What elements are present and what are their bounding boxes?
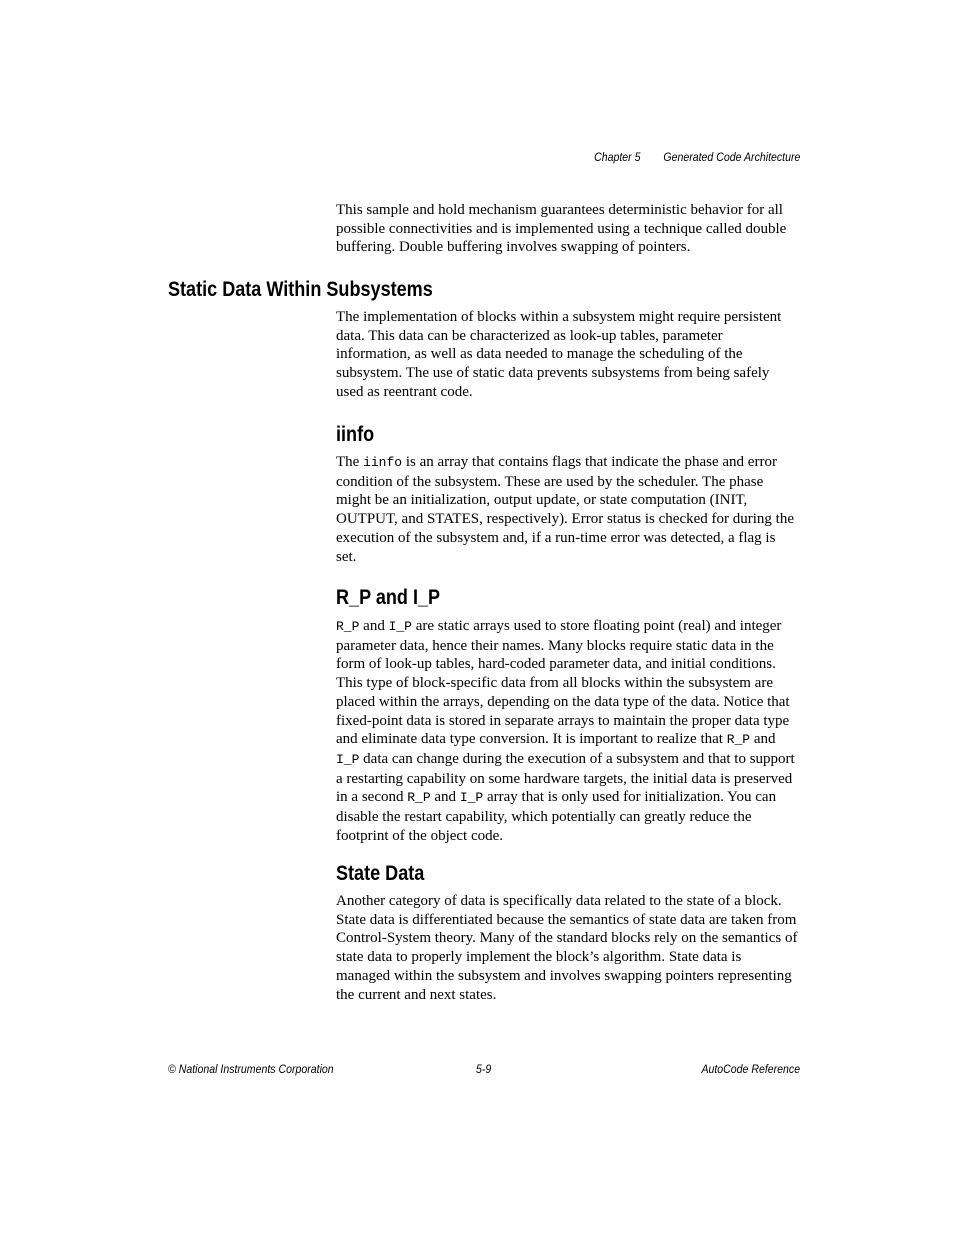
iinfo-heading: iinfo <box>336 423 375 446</box>
running-header <box>594 150 800 164</box>
code-ip: I_P <box>388 619 412 634</box>
intro-paragraph: This sample and hold mechanism guarantees deterministic behavior for all possible connectivities and is implemented using a technique called double buffering. Double buffering involves swapping of pointers. <box>336 202 787 256</box>
code-rp: R_P <box>407 790 431 806</box>
code-rp: R_P <box>726 732 751 748</box>
rp-ip-paragraph: R_P and I_P are static arrays used to store floating point (real) and integer parameter data, hence their names. Many blocks require static data in the form of look-up tables, hard-coded parameter data, and initial conditions. This type of block-specific data from all blocks within the subsystem are placed within the arrays, depending on the data type of the data. Notice that fixed-point data is stored in separate arrays to maintain the proper data type and eliminate data type conversion. It is important to realize that R_P and I_P data can change during the execution of a subsystem and that to support a restarting capability on some hardware targets, the initial data is preserved in a second R_P and I_P array that is only used for initialization. You can disable the restart capability, which potentially can greatly reduce the footprint of the object code. <box>336 618 795 844</box>
code-ip: I_P <box>459 790 484 806</box>
footer-manual-title: AutoCode Reference <box>701 1062 800 1076</box>
section-heading: Static Data Within Subsystems <box>168 278 433 301</box>
footer-copyright: © National Instruments Corporation <box>168 1062 334 1076</box>
state-data-heading: State Data <box>336 862 425 885</box>
section-paragraph: The implementation of blocks within a subsystem might require persistent data. This data can be characterized as look-up tables, parameter information, as well as data needed to manage the scheduling of the subsystem. The use of static data prevents subsystems from being safely used as reentrant code. <box>336 309 782 400</box>
iinfo-paragraph: The iinfo is an array that contains flags that indicate the phase and error condition of the subsystem. These are used by the scheduler. The phase might be an initialization, output update, or state computation (INIT, OUTPUT, and STATES, respectively). Error status is checked for during the execution of the subsystem and, if a run-time error was detected, a flag is set. <box>336 454 794 565</box>
code-iinfo: iinfo <box>363 455 403 470</box>
code-ip: I_P <box>336 751 360 767</box>
header-chapter: Chapter 5 <box>593 150 641 164</box>
footer-page-number: 5-9 <box>476 1062 492 1076</box>
header-title: Generated Code Architecture <box>663 150 800 164</box>
state-data-paragraph: Another category of data is specifically data related to the state of a block. State data is differentiated because the semantics of state data are taken from Control-System theory. Many of the standard blocks rely on the semantics of state data to properly implement the block’s algorithm. State data is managed within the subsystem and involves swapping pointers representing the current and next states. <box>336 893 798 1003</box>
rp-ip-heading: R_P and I_P <box>336 586 441 609</box>
code-rp: R_P <box>336 619 360 634</box>
